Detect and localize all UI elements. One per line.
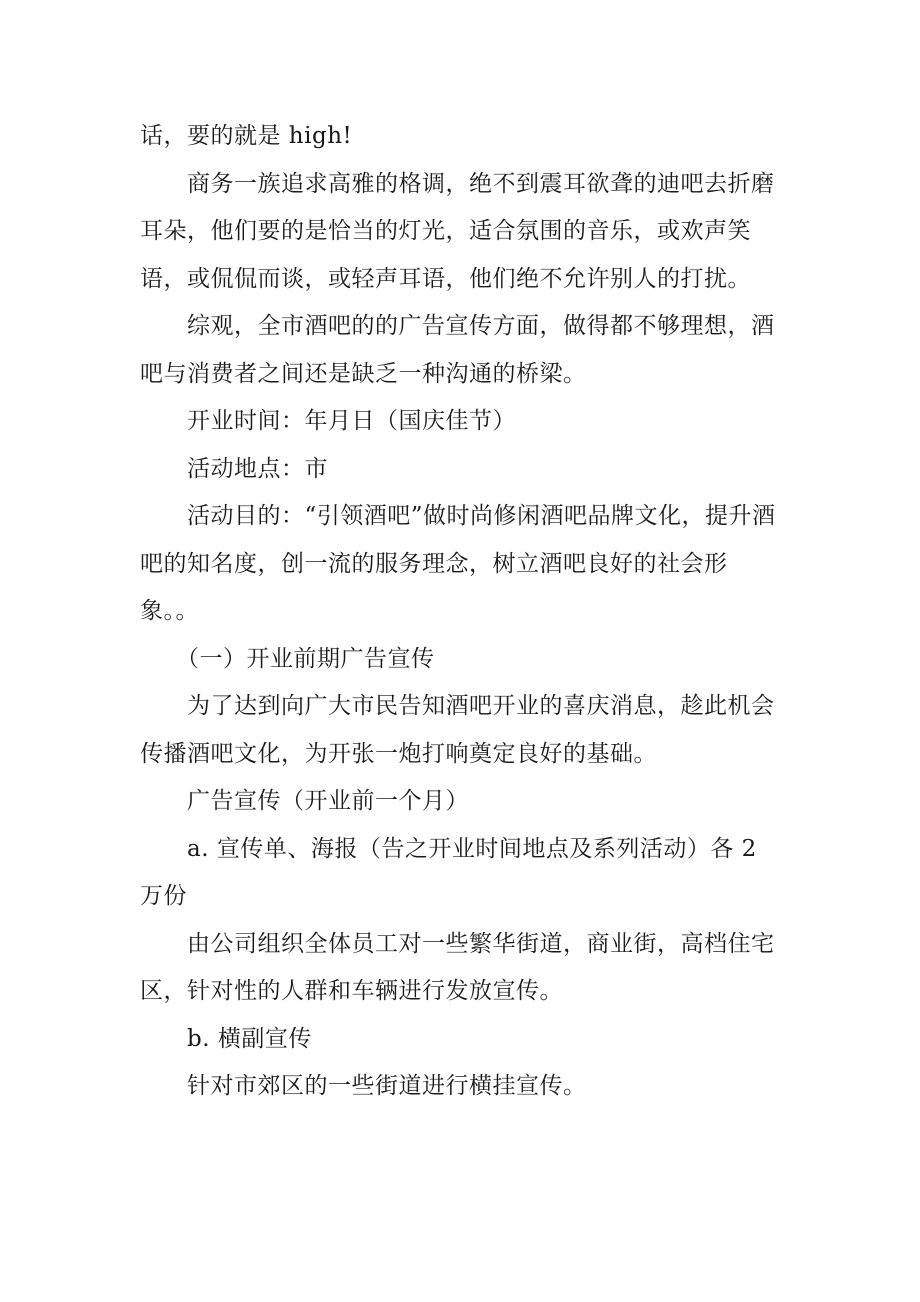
paragraph-banner-placement: 针对市郊区的一些街道进行横挂宣传。 xyxy=(187,1073,587,1099)
paragraph-business-crowd: 商务一族追求高雅的格调，绝不到震耳欲聋的迪吧去折磨耳朵，他们要的是恰当的灯光，适合氛围的音乐，或欢声笑语，或侃侃而谈，或轻声耳语，他们绝不允许别人的打扰。 xyxy=(140,170,775,292)
document-page xyxy=(140,113,780,1111)
subheading-advertising: 广告宣传（开业前一个月） xyxy=(187,788,469,814)
opening-time: 开业时间：年月日（国庆佳节） xyxy=(187,408,516,434)
paragraph-continuation: 话，要的就是 high! xyxy=(140,123,353,149)
event-purpose: 活动目的：“引领酒吧”做时尚修闲酒吧品牌文化，提升酒吧的知名度，创一流的服务理念，树立酒吧良好的社会形象。。 xyxy=(140,503,776,624)
paragraph-pre-opening-goal: 为了达到向广大市民告知酒吧开业的喜庆消息，趁此机会传播酒吧文化，为开张一炮打响奠定良好的基础。 xyxy=(140,693,775,767)
item-a-flyers: a. 宣传单、海报（告之开业时间地点及系列活动）各 2 万份 xyxy=(140,835,757,909)
item-b-banners: b. 横副宣传 xyxy=(187,1025,312,1052)
event-location: 活动地点：市 xyxy=(187,455,328,482)
paragraph-distribution: 由公司组织全体员工对一些繁华街道，商业街，高档住宅区，针对性的人群和车辆进行发放宣传。 xyxy=(140,930,775,1004)
section-heading-pre-opening: （一）开业前期广告宣传 xyxy=(176,645,435,672)
paragraph-advertising-overview: 综观，全市酒吧的的广告宣传方面，做得都不够理想，酒吧与消费者之间还是缺乏一种沟通的桥梁。 xyxy=(140,313,775,387)
